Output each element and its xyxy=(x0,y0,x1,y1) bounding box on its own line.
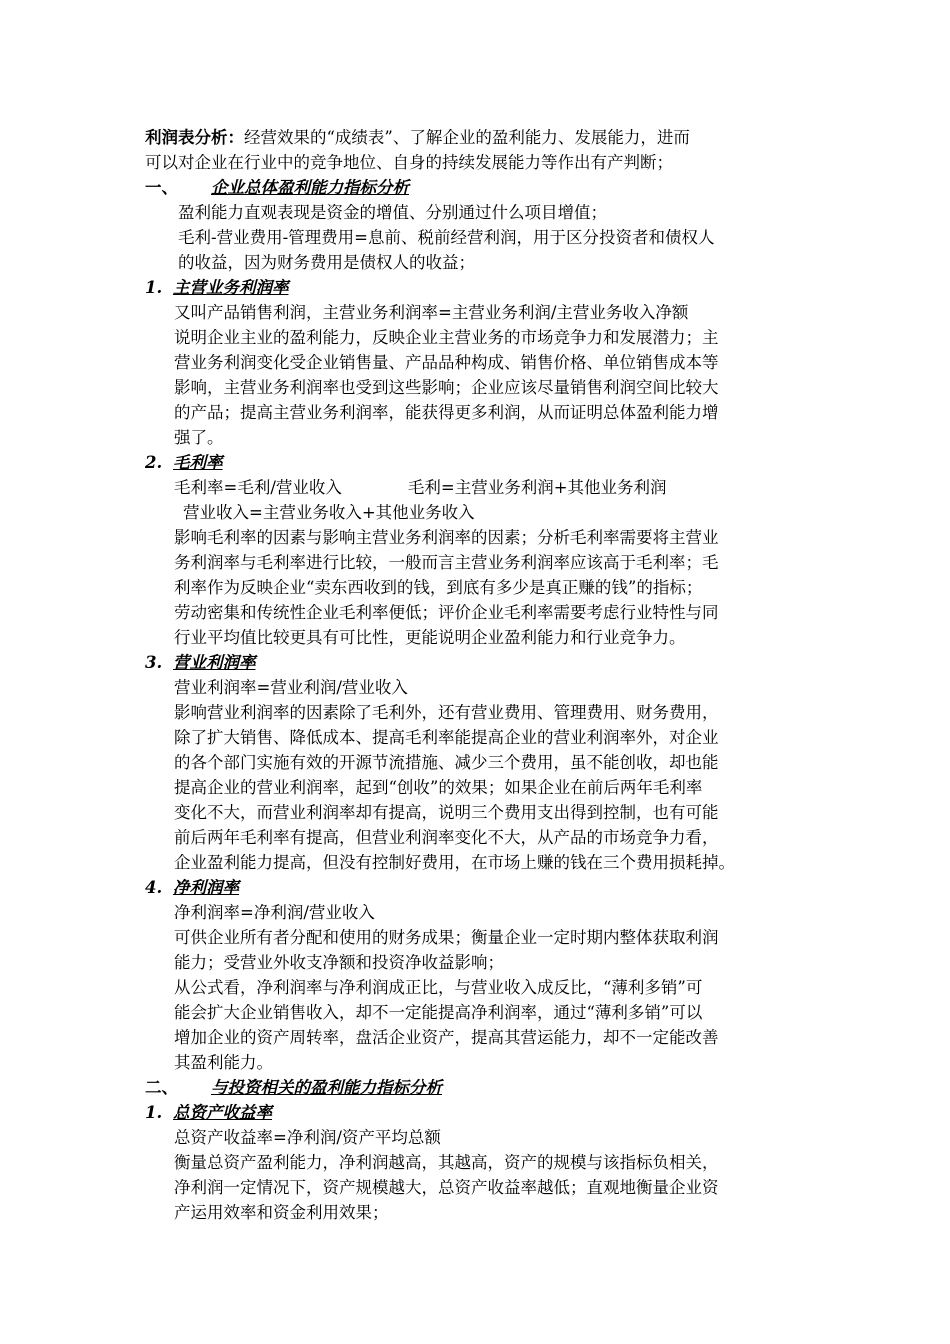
paragraph-line: 强了。 xyxy=(174,428,224,447)
paragraph-line: 前后两年毛利率有提高，但营业利润率变化不大，从产品的市场竞争力看， xyxy=(174,828,719,847)
section-title: 与投资相关的盈利能力指标分析 xyxy=(211,1078,442,1097)
paragraph-line: 除了扩大销售、降低成本、提高毛利率能提高企业的营业利润率外，对企业 xyxy=(174,728,719,747)
subheading-number: 4. xyxy=(145,878,163,897)
paragraph-line: 行业平均值比较更具有可比性，更能说明企业盈利能力和行业竞争力。 xyxy=(174,628,686,647)
section-number: 二、 xyxy=(145,1078,178,1097)
paragraph-line: 盈利能力直观表现是资金的增值、分别通过什么项目增值； xyxy=(178,203,607,222)
section-title: 企业总体盈利能力指标分析 xyxy=(211,178,409,197)
paragraph-line: 影响毛利率的因素与影响主营业务利润率的因素；分析毛利率需要将主营业 xyxy=(174,528,719,547)
paragraph-line: 能力；受营业外收支净额和投资净收益影响； xyxy=(174,953,504,972)
paragraph-line: 的产品；提高主营业务利润率，能获得更多利润，从而证明总体盈利能力增 xyxy=(174,403,719,422)
formula-line: 总资产收益率=净利润/资产平均总额 xyxy=(174,1128,441,1147)
paragraph-line: 衡量总资产盈利能力，净利润越高，其越高，资产的规模与该指标负相关， xyxy=(174,1153,719,1172)
paragraph-line: 的收益，因为财务费用是债权人的收益； xyxy=(178,253,475,272)
paragraph-line: 净利润一定情况下，资产规模越大，总资产收益率越低；直观地衡量企业资 xyxy=(174,1178,719,1197)
subheading-title: 营业利润率 xyxy=(173,653,256,672)
subheading-5 xyxy=(145,1103,272,1123)
paragraph-line: 务利润率与毛利率进行比较，一般而言主营业务利润率应该高于毛利率；毛 xyxy=(174,553,719,572)
formula: 毛利率=毛利/营业收入 xyxy=(174,478,342,497)
paragraph-line: 利率作为反映企业“卖东西收到的钱，到底有多少是真正赚的钱”的指标； xyxy=(174,578,703,597)
intro-text: 经营效果的“成绩表”、了解企业的盈利能力、发展能力，进而 xyxy=(244,128,690,147)
formula-line: 净利润率=净利润/营业收入 xyxy=(174,903,375,922)
formula-line xyxy=(174,478,667,498)
subheading-title: 毛利率 xyxy=(173,453,223,472)
formula: 毛利=主营业务利润+其他业务利润 xyxy=(407,478,667,497)
paragraph-line: 又叫产品销售利润，主营业务利润率=主营业务利润/主营业务收入净额 xyxy=(174,303,689,322)
paragraph-line: 的各个部门实施有效的开源节流措施、减少三个费用，虽不能创收，却也能 xyxy=(174,753,719,772)
paragraph-line: 从公式看，净利润率与净利润成正比，与营业收入成反比，“薄利多销”可 xyxy=(174,978,703,997)
formula-line: 营业收入=主营业务收入+其他业务收入 xyxy=(183,503,475,522)
subheading-number: 1. xyxy=(145,1103,163,1122)
subheading-2 xyxy=(145,453,223,473)
paragraph-line: 说明企业主业的盈利能力，反映企业主营业务的市场竞争力和发展潜力；主 xyxy=(174,328,719,347)
subheading-3 xyxy=(145,653,256,673)
paragraph-line: 劳动密集和传统性企业毛利率便低；评价企业毛利率需要考虑行业特性与同 xyxy=(174,603,719,622)
intro-line-1 xyxy=(145,128,690,148)
paragraph-line: 提高企业的营业利润率，起到“创收”的效果；如果企业在前后两年毛利率 xyxy=(174,778,703,797)
paragraph-line: 变化不大，而营业利润率却有提高，说明三个费用支出得到控制，也有可能 xyxy=(174,803,719,822)
formula-line: 营业利润率=营业利润/营业收入 xyxy=(174,678,408,697)
section-heading-1 xyxy=(145,178,409,198)
section-number: 一、 xyxy=(145,178,178,197)
paragraph-line: 能会扩大企业销售收入，却不一定能提高净利润率，通过“薄利多销”可以 xyxy=(174,1003,703,1022)
intro-label: 利润表分析： xyxy=(145,128,244,147)
paragraph-line: 营业务利润变化受企业销售量、产品品种构成、销售价格、单位销售成本等 xyxy=(174,353,719,372)
paragraph-line: 可供企业所有者分配和使用的财务成果；衡量企业一定时期内整体获取利润 xyxy=(174,928,719,947)
subheading-title: 净利润率 xyxy=(173,878,239,897)
subheading-number: 1. xyxy=(145,278,163,297)
subheading-title: 主营业务利润率 xyxy=(173,278,289,297)
subheading-title: 总资产收益率 xyxy=(173,1103,272,1122)
paragraph-line: 毛利-营业费用-管理费用=息前、税前经营利润，用于区分投资者和债权人 xyxy=(178,228,715,247)
subheading-1 xyxy=(145,278,289,298)
paragraph-line: 影响，主营业务利润率也受到这些影响；企业应该尽量销售利润空间比较大 xyxy=(174,378,719,397)
paragraph-line: 其盈利能力。 xyxy=(174,1053,273,1072)
subheading-number: 3. xyxy=(145,653,163,672)
paragraph-line: 企业盈利能力提高，但没有控制好费用，在市场上赚的钱在三个费用损耗掉。 xyxy=(174,853,735,872)
paragraph-line: 产运用效率和资金利用效果； xyxy=(174,1203,389,1222)
section-heading-2 xyxy=(145,1078,442,1098)
subheading-number: 2. xyxy=(145,453,163,472)
subheading-4 xyxy=(145,878,239,898)
intro-line-2: 可以对企业在行业中的竞争地位、自身的持续发展能力等作出有产判断； xyxy=(145,153,673,172)
paragraph-line: 增加企业的资产周转率，盘活企业资产，提高其营运能力，却不一定能改善 xyxy=(174,1028,719,1047)
paragraph-line: 影响营业利润率的因素除了毛利外，还有营业费用、管理费用、财务费用， xyxy=(174,703,719,722)
